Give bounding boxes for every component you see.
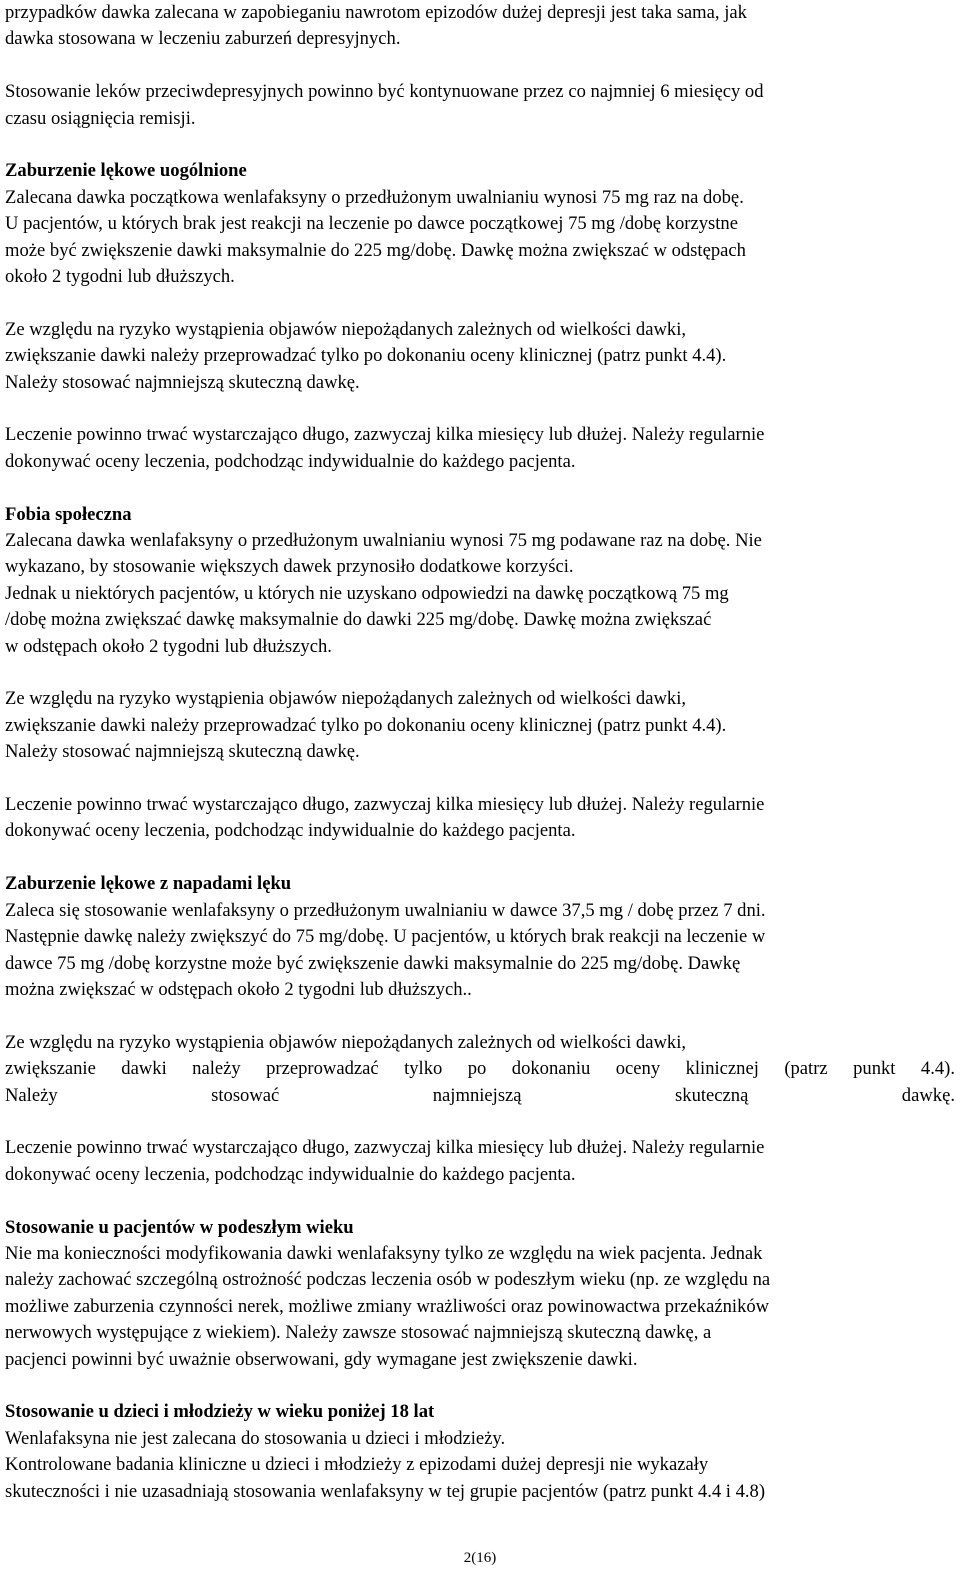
paragraph bbox=[5, 422, 955, 475]
section bbox=[5, 871, 955, 1003]
text-line: skuteczności i nie uzasadniają stosowania wenlafaksyny w tej grupie pacjentów (patrz punkt 4.4 i 4.8) bbox=[5, 1480, 766, 1502]
paragraph-gap bbox=[5, 766, 955, 792]
paragraph bbox=[5, 0, 955, 53]
text-line: dokonywać oceny leczenia, podchodząc indywidualnie do każdego pacjenta. bbox=[5, 1163, 576, 1185]
text-line: Leczenie powinno trwać wystarczająco długo, zazwyczaj kilka miesięcy lub dłużej. Należy regularnie bbox=[5, 1137, 765, 1159]
text-line: Ze względu na ryzyko wystąpienia objawów niepożądanych zależnych od wielkości dawki, bbox=[5, 688, 687, 710]
paragraph-gap bbox=[5, 1188, 955, 1214]
section-heading: Fobia społeczna bbox=[5, 503, 132, 525]
section bbox=[5, 158, 955, 290]
paragraph-gap bbox=[5, 1109, 955, 1135]
text-line: Zalecana dawka początkowa wenlafaksyny o przedłużonym uwalnianiu wynosi 75 mg raz na dobę. bbox=[5, 186, 744, 208]
text-line: /dobę można zwiększać dawkę maksymalnie do dawki 225 mg/dobę. Dawkę można zwiększać bbox=[5, 609, 712, 631]
text-line: U pacjentów, u których brak jest reakcji na leczenie po dawce początkowej 75 mg /dobę korzystne bbox=[5, 213, 738, 235]
text-line: Następnie dawkę należy zwiększyć do 75 mg/dobę. U pacjentów, u których brak reakcji na leczenie w bbox=[5, 926, 766, 948]
paragraph bbox=[5, 1030, 955, 1109]
text-line: przypadków dawka zalecana w zapobieganiu nawrotom epizodów dużej depresji jest taka sama, jak bbox=[5, 2, 747, 23]
text-line: dawce 75 mg /dobę korzystne może być zwiększenie dawki maksymalnie do 225 mg/dobę. Dawkę bbox=[5, 952, 741, 974]
paragraph-gap bbox=[5, 290, 955, 316]
text-line: Ze względu na ryzyko wystąpienia objawów niepożądanych zależnych od wielkości dawki, bbox=[5, 318, 687, 340]
text-line: zwiększanie dawki należy przeprowadzać tylko po dokonaniu oceny klinicznej (patrz punkt 4.4). bbox=[5, 1058, 955, 1080]
text-line: zwiększanie dawki należy przeprowadzać tylko po dokonaniu oceny klinicznej (patrz punkt 4.4). bbox=[5, 345, 727, 367]
text-line: może być zwiększenie dawki maksymalnie do 225 mg/dobę. Dawkę można zwiększać w odstępach bbox=[5, 239, 746, 261]
text-line: zwiększanie dawki należy przeprowadzać tylko po dokonaniu oceny klinicznej (patrz punkt 4.4). bbox=[5, 714, 727, 736]
text-line: około 2 tygodni lub dłuższych. bbox=[5, 266, 235, 288]
text-line: czasu osiągnięcia remisji. bbox=[5, 107, 196, 129]
page-number: 2(16) bbox=[463, 1550, 497, 1566]
document-page bbox=[5, 0, 955, 1505]
section-heading: Zaburzenie lękowe uogólnione bbox=[5, 160, 247, 182]
paragraph-gap bbox=[5, 1373, 955, 1399]
section bbox=[5, 1215, 955, 1373]
section-heading: Stosowanie u dzieci i młodzieży w wieku poniżej 18 lat bbox=[5, 1401, 435, 1423]
text-line: możliwe zaburzenia czynności nerek, możliwe zmiany wrażliwości oraz powinowactwa przekaźników bbox=[5, 1295, 770, 1317]
text-line: Należy stosować najmniejszą skuteczną dawkę. bbox=[5, 741, 360, 763]
text-line: należy zachować szczególną ostrożność podczas leczenia osób w podeszłym wieku (np. ze względu na bbox=[5, 1269, 771, 1291]
text-line: Należy stosować najmniejszą skuteczną dawkę. bbox=[5, 371, 360, 393]
text-line: Leczenie powinno trwać wystarczająco długo, zazwyczaj kilka miesięcy lub dłużej. Należy regularnie bbox=[5, 794, 765, 816]
paragraph bbox=[5, 686, 955, 765]
text-line: Należy stosować najmniejszą skuteczną dawkę. bbox=[5, 1084, 955, 1106]
section-heading: Stosowanie u pacjentów w podeszłym wieku bbox=[5, 1216, 354, 1238]
section bbox=[5, 1399, 955, 1505]
paragraph-gap bbox=[5, 132, 955, 158]
text-line: Nie ma konieczności modyfikowania dawki wenlafaksyny tylko ze względu na wiek pacjenta. Jednak bbox=[5, 1242, 763, 1264]
paragraph bbox=[5, 1135, 955, 1188]
text-line: dokonywać oceny leczenia, podchodząc indywidualnie do każdego pacjenta. bbox=[5, 450, 576, 472]
text-line: Ze względu na ryzyko wystąpienia objawów niepożądanych zależnych od wielkości dawki, bbox=[5, 1031, 687, 1053]
text-line: można zwiększać w odstępach około 2 tygodni lub dłuższych.. bbox=[5, 978, 472, 1000]
text-line: w odstępach około 2 tygodni lub dłuższych. bbox=[5, 635, 332, 657]
paragraph-gap bbox=[5, 845, 955, 871]
paragraph bbox=[5, 792, 955, 845]
text-line: Zaleca się stosowanie wenlafaksyny o przedłużonym uwalnianiu w dawce 37,5 mg / dobę przez 7 dni. bbox=[5, 899, 766, 921]
section-heading: Zaburzenie lękowe z napadami lęku bbox=[5, 873, 292, 895]
text-line: Zalecana dawka wenlafaksyny o przedłużonym uwalnianiu wynosi 75 mg podawane raz na dobę. Nie bbox=[5, 530, 762, 552]
section bbox=[5, 502, 955, 660]
paragraph-gap bbox=[5, 396, 955, 422]
text-line: dawka stosowana w leczeniu zaburzeń depresyjnych. bbox=[5, 28, 401, 50]
paragraph-gap bbox=[5, 475, 955, 501]
text-line: Leczenie powinno trwać wystarczająco długo, zazwyczaj kilka miesięcy lub dłużej. Należy regularnie bbox=[5, 424, 765, 446]
text-line: dokonywać oceny leczenia, podchodząc indywidualnie do każdego pacjenta. bbox=[5, 820, 576, 842]
text-line: wykazano, by stosowanie większych dawek przynosiło dodatkowe korzyści. bbox=[5, 556, 574, 578]
paragraph bbox=[5, 79, 955, 132]
paragraph bbox=[5, 317, 955, 396]
text-line: Jednak u niektórych pacjentów, u których nie uzyskano odpowiedzi na dawkę początkową 75 mg bbox=[5, 582, 729, 604]
paragraph-gap bbox=[5, 1003, 955, 1029]
text-line: pacjenci powinni być uważnie obserwowani, gdy wymagane jest zwiększenie dawki. bbox=[5, 1348, 638, 1370]
text-line: Stosowanie leków przeciwdepresyjnych powinno być kontynuowane przez co najmniej 6 miesięcy od bbox=[5, 81, 764, 103]
text-line: Wenlafaksyna nie jest zalecana do stosowania u dzieci i młodzieży. bbox=[5, 1427, 506, 1449]
paragraph-gap bbox=[5, 53, 955, 79]
text-line: Kontrolowane badania kliniczne u dzieci i młodzieży z epizodami dużej depresji nie wykazały bbox=[5, 1454, 709, 1476]
text-line: nerwowych występujące z wiekiem). Należy zawsze stosować najmniejszą skuteczną dawkę, a bbox=[5, 1322, 712, 1344]
paragraph-gap bbox=[5, 660, 955, 686]
